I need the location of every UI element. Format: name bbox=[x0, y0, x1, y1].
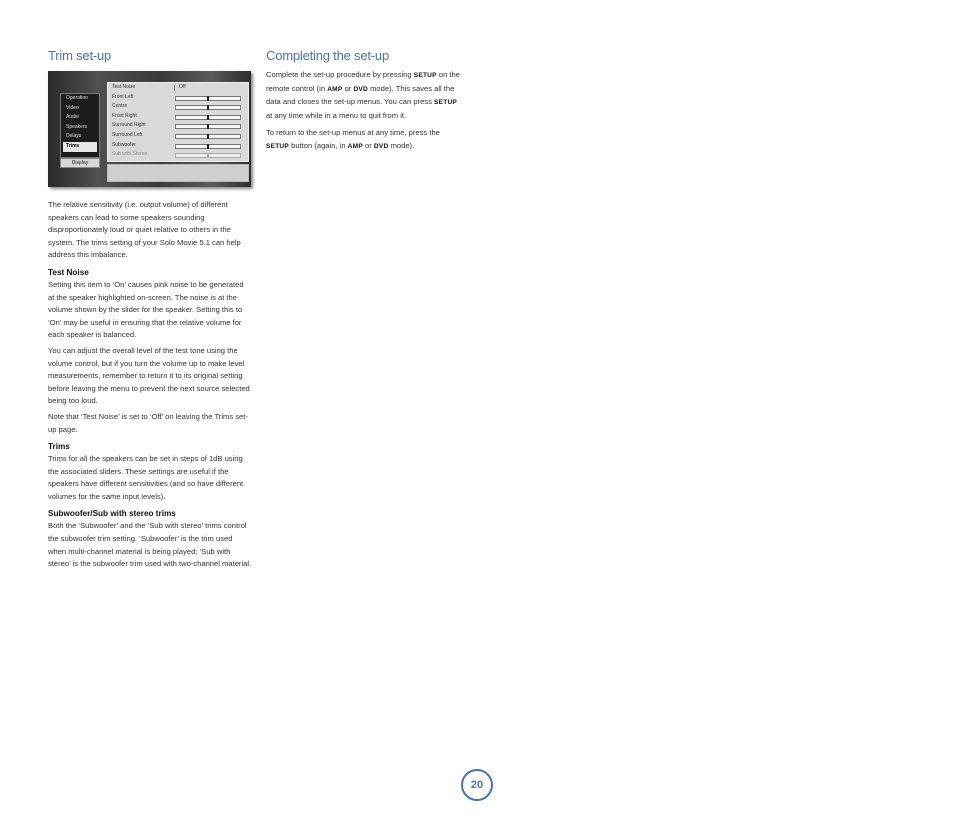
trims-heading: Trims bbox=[48, 442, 70, 452]
trims-menu-screenshot bbox=[48, 71, 251, 187]
completing-setup-title: Completing the set-up bbox=[266, 48, 389, 63]
trim-row-subwoofer bbox=[108, 141, 248, 151]
setup-menu-list bbox=[60, 93, 100, 158]
dvd-key: DVD bbox=[373, 142, 389, 150]
trim-label: Centre bbox=[112, 103, 128, 110]
trims-panel bbox=[107, 82, 249, 162]
trim-label: Surround Right bbox=[112, 122, 146, 129]
slider-thumb bbox=[207, 105, 209, 110]
amp-key: AMP bbox=[327, 85, 343, 93]
trim-slider bbox=[175, 115, 241, 120]
completing-p2 bbox=[266, 127, 464, 153]
trim-value: Off bbox=[179, 84, 186, 90]
intro-paragraph: The relative sensitivity (i.e. output volume) of different speakers can lead to some speakers sounding disproportionately loud or quiet relative to others in the system. The trims setting of your Solo Movie 5.1 can help address this imbalance. bbox=[48, 200, 241, 260]
trim-row-surround-left bbox=[108, 131, 248, 141]
trim-row-centre bbox=[108, 102, 248, 112]
display-button: Display bbox=[60, 158, 100, 168]
setup-key: SETUP bbox=[266, 142, 289, 150]
menu-item-operation: Operation bbox=[66, 95, 88, 101]
trim-slider bbox=[175, 134, 241, 139]
trim-row-front-left bbox=[108, 93, 248, 103]
trim-row-surround-right bbox=[108, 121, 248, 131]
test-noise-p2: You can adjust the overall level of the test tone using the volume control, but if you turn the volume up to make level measurements, remember to return it to its original setting before leaving the menu to prevent the next source selected being too loud. bbox=[48, 345, 250, 406]
text: or bbox=[362, 140, 374, 150]
slider-thumb bbox=[207, 96, 209, 101]
slider-thumb bbox=[207, 153, 209, 158]
trim-slider bbox=[175, 153, 241, 158]
dvd-key: DVD bbox=[353, 85, 368, 93]
text: or bbox=[342, 83, 354, 93]
trim-row-sub-with-stereo bbox=[108, 150, 248, 160]
subwoofer-heading: Subwoofer/Sub with stereo trims bbox=[48, 509, 176, 519]
left-column bbox=[48, 48, 252, 574]
setup-key: SETUP bbox=[434, 99, 457, 107]
trim-row-test-noise bbox=[108, 83, 248, 93]
text: at any time while in a menu to quit from it. bbox=[266, 110, 407, 120]
trim-label: Front Right bbox=[112, 112, 137, 119]
slider-thumb bbox=[207, 124, 209, 129]
trim-label: Subwoofer bbox=[112, 141, 136, 148]
trim-label: Test Noise bbox=[112, 84, 136, 90]
test-noise-heading: Test Noise bbox=[48, 267, 89, 277]
trim-label: Sub with Stereo bbox=[112, 151, 148, 158]
slider-thumb bbox=[207, 134, 209, 139]
test-noise-p3: Note that ‘Test Noise’ is set to ‘Off’ on leaving the Trims set-up page. bbox=[48, 411, 248, 434]
right-column bbox=[266, 48, 464, 157]
menu-item-video: Video bbox=[66, 104, 79, 111]
text: mode). bbox=[388, 140, 415, 150]
menu-item-audio: Audio bbox=[66, 114, 79, 121]
text: Complete the set-up procedure by pressing bbox=[266, 70, 414, 79]
text: button (again, in bbox=[288, 140, 348, 150]
trim-slider bbox=[175, 96, 241, 101]
trim-label: Surround Left bbox=[112, 131, 143, 138]
slider-thumb bbox=[207, 115, 209, 120]
page-number: 20 bbox=[461, 769, 493, 801]
text: mode). This saves all the data and closes the set-up menus. You can press bbox=[266, 83, 455, 107]
completing-p1 bbox=[266, 69, 464, 122]
slider-thumb bbox=[207, 144, 209, 149]
menu-item-trims: Trims bbox=[63, 142, 97, 152]
menu-item-delays: Delays bbox=[66, 133, 82, 140]
help-bar bbox=[107, 164, 249, 182]
separator bbox=[174, 85, 175, 91]
trim-slider bbox=[175, 105, 241, 110]
trim-row-front-right bbox=[108, 112, 248, 122]
trims-p1: Trims for all the speakers can be set in steps of 1dB using the associated sliders. These settings are useful if the speakers have different sensitivities (and so have different volumes for the same input levels). bbox=[48, 454, 244, 501]
text: on the remote control (in bbox=[266, 70, 460, 93]
trim-setup-title: Trim set-up bbox=[48, 48, 112, 63]
trim-slider bbox=[175, 144, 241, 149]
text: To return to the set-up menus at any time, press the bbox=[266, 128, 440, 138]
trim-label: Front Left bbox=[112, 93, 134, 100]
amp-key: AMP bbox=[347, 142, 363, 150]
menu-item-speakers: Speakers bbox=[66, 123, 88, 130]
subwoofer-p1: Both the ‘Subwoofer’ and the ‘Sub with stereo’ trims control the subwoofer trim setting. ‘Subwoofer’ is the trim used when multi-channel material is being played; ‘Sub with stereo’ is the subwoofer trim used with two-channel material. bbox=[48, 521, 252, 569]
trim-slider bbox=[175, 124, 241, 129]
test-noise-p1: Setting this item to ‘On’ causes pink noise to be generated at the speaker highlighted on-screen. The noise is at the volume shown by the slider for the speaker. Setting this to ‘On’ may be useful in ensuring that the relative volume for each speaker is balanced. bbox=[48, 279, 244, 340]
setup-key: SETUP bbox=[413, 72, 437, 79]
